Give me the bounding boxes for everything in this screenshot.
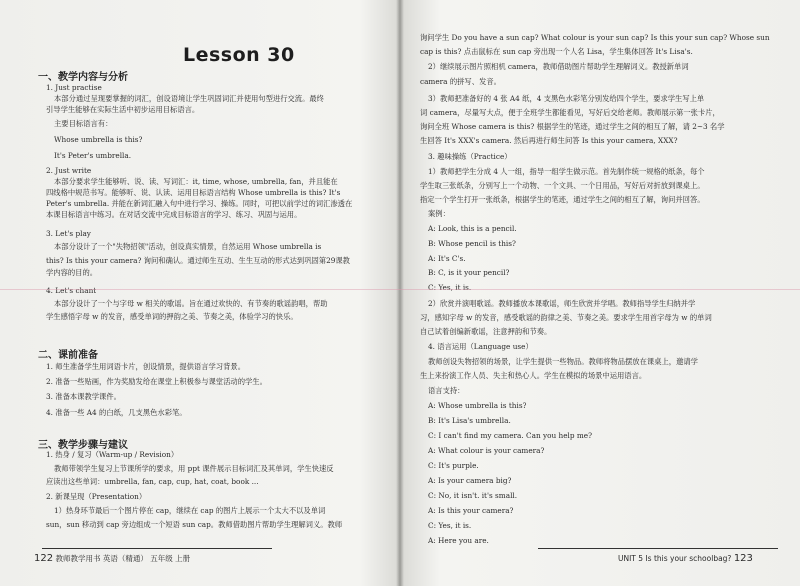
text-line: B: It's Lisa's umbrella. <box>428 416 511 425</box>
text-line: 3. 准备本课教学课件。 <box>46 392 121 401</box>
text-line: 询问学生 Do you have a sun cap? What colour is your sun cap? Is this your sun cap? Whose sun <box>420 33 770 42</box>
text-line: 1）热身环节最后一个图片停在 cap，继续在 cap 的图片上展示一个太大不以及单词 <box>54 506 326 515</box>
lesson-title: Lesson 30 <box>183 44 295 66</box>
text-line: 自己试着创编新歌谣，注意押韵和节奏。 <box>420 327 552 336</box>
footer-book-title: 教师教学用书 英语（精通） 五年级 上册 <box>55 554 191 563</box>
text-line: 语言支持： <box>428 386 465 395</box>
text-line: C: I can't find my camera. Can you help me? <box>428 431 593 440</box>
text-line: 1. 热身 / 复习（Warm-up / Revision） <box>46 450 179 459</box>
left-page <box>20 0 382 586</box>
text-line: 本课目标语言中练习。在对话交流中完成目标语言的学习、练习、巩固与运用。 <box>46 210 302 219</box>
text-line: 生上来扮演工作人员、失主和热心人。学生在模拟的场景中运用语言。 <box>420 371 647 380</box>
text-line: C: No, it isn't. it's small. <box>428 491 518 500</box>
text-line: 1）教师把学生分成 4 人一组，指导一组学生做示范。首先制作统一规格的纸条，每个 <box>428 167 705 176</box>
text-line: B: C, is it your pencil? <box>428 268 510 277</box>
text-line: 本部分通过呈现要掌握的词汇，创设语境让学生巩固词汇并使用句型进行交流。最终 <box>54 94 324 103</box>
scan-artifact-line <box>0 289 800 290</box>
text-line: B: Whose pencil is this? <box>428 239 516 248</box>
text-line: 本部分设计了一个"失物招领"活动，创设真实情景，自然运用 Whose umbrella is <box>54 242 322 251</box>
text-line: camera 的拼写、发音。 <box>420 77 501 86</box>
text-line: A: What colour is your camera? <box>428 446 545 455</box>
text-line: 学生感悟字母 w 的发音，感受单词的押韵之美、节奏之美，体验学习的快乐。 <box>46 312 298 321</box>
footer-unit: UNIT 5 <box>618 554 644 563</box>
text-line: 1. 师生准备学生用词语卡片，创设情景，提供语言学习背景。 <box>46 362 245 371</box>
text-line: 引导学生能够在实际生活中初步运用目标语言。 <box>46 105 200 114</box>
left-footer <box>34 553 190 564</box>
section-heading-teaching-steps: 三、教学步骤与建议 <box>38 440 128 451</box>
text-line: 教师带领学生复习上节课所学的要求，用 ppt 课件展示目标词汇及其单词，学生快速反 <box>54 464 334 473</box>
text-line: 2. 准备一些贴画，作为奖励发给在课堂上积极参与课堂活动的学生。 <box>46 377 267 386</box>
right-footer <box>618 553 753 564</box>
text-line: 2）继续展示图片照相机 camera，教师借助图片帮助学生理解词义。教授新单词 <box>428 62 689 71</box>
text-line: 2. Just write <box>46 166 92 175</box>
text-line: 生回答 It's XXX's camera. 然后再进行师生问答 Is this your camera, XXX? <box>420 136 678 145</box>
text-line: Whose umbrella is this? <box>54 135 143 144</box>
text-line: A: Here you are. <box>428 536 489 545</box>
section-heading-content-analysis: 一、教学内容与分析 <box>38 72 128 83</box>
text-line: 3. Let's play <box>46 229 91 238</box>
text-line: 教师创设失物招领的场景，让学生提供一些物品。教师将物品摆放在课桌上，邀请学 <box>428 357 698 366</box>
text-line: 3. 趣味操练（Practice） <box>428 152 512 161</box>
text-line: 应读出这些单词：umbrella, fan, cap, cup, hat, coat, book ... <box>46 477 259 486</box>
text-line: C: Yes, it is. <box>428 521 472 530</box>
text-line: 4. Let's chant <box>46 286 97 295</box>
text-line: 4. 语言运用（Language use） <box>428 342 533 351</box>
text-line: 案例： <box>428 209 450 218</box>
text-line: 主要目标语言有： <box>54 119 113 128</box>
footer-rule <box>538 548 778 549</box>
text-line: 本部分设计了一个与字母 w 相关的歌谣。旨在通过欢快的、有节奏的歌谣韵唱，帮助 <box>54 299 328 308</box>
right-page <box>418 0 782 586</box>
text-line: 4. 准备一些 A4 的白纸，几支黑色水彩笔。 <box>46 408 187 417</box>
page-number: 122 <box>34 553 54 564</box>
text-line: 指定一个学生打开一张纸条，根据学生的笔迹，通过学生之间的相互了解，询问并回答。 <box>420 195 705 204</box>
text-line: 2）欣赏并演唱歌谣。教师播放本课歌谣，师生欣赏并学唱。教师指导学生归纳并学 <box>428 299 696 308</box>
page-number: 123 <box>733 553 753 564</box>
text-line: 词 camera，尽量写大点，便于全班学生都能看见，写好后交给老师。教师展示第一张卡片， <box>420 108 720 117</box>
text-line: A: It's C's. <box>428 254 466 263</box>
text-line: A: Look, this is a pencil. <box>428 224 517 233</box>
section-heading-preparation: 二、课前准备 <box>38 350 98 361</box>
text-line: A: Is your camera big? <box>428 476 512 485</box>
text-line: C: It's purple. <box>428 461 479 470</box>
text-line: 3）教师把准备好的 4 张 A4 纸，4 支黑色水彩笔分别发给四个学生，要求学生写上单 <box>428 94 705 103</box>
footer-unit-title: Is this your schoolbag? <box>645 554 732 563</box>
text-line: 学生取三张纸条，分别写上一个动物、一个文具、一个日用品，写好后对折放到课桌上。 <box>420 181 705 190</box>
text-line: C: Yes, it is. <box>428 283 472 292</box>
text-line: 询问全班 Whose camera is this? 根据学生的笔迹，通过学生之间的相互了解，请 2~3 名学 <box>420 122 725 131</box>
text-line: 四线格中规范书写。能够听、说、认读、运用目标语言结构 Whose umbrella is this? It's <box>46 188 341 197</box>
text-line: this? Is this your camera? 询问和确认。通过师生互动、生生互动的形式达到巩固第29课教 <box>46 256 350 265</box>
text-line: 2. 新课呈现（Presentation） <box>46 492 147 501</box>
text-line: Peter's umbrella. 并能在新词汇融入句中进行学习、操练。同时，可把以前学过的词汇渗透在 <box>46 199 353 208</box>
footer-rule <box>42 548 272 549</box>
text-line: cap is this? 点击鼠标在 sun cap 旁出现一个人名 Lisa，学生集体回答 It's Lisa's. <box>420 47 693 56</box>
text-line: 1. Just practise <box>46 83 102 92</box>
text-line: 习，感知字母 w 的发音，感受歌谣的韵律之美、节奏之美。要求学生用首字母为 w 的单词 <box>420 313 712 322</box>
text-line: A: Is this your camera? <box>428 506 514 515</box>
text-line: 本部分要求学生能够听、说、读、写词汇：it, time, whose, umbrella, fan，并且能在 <box>54 177 338 186</box>
text-line: sun，sun 移动到 cap 旁边组成一个短语 sun cap。教师借助图片帮助学生理解词义。教师 <box>46 520 343 529</box>
text-line: It's Peter's umbrella. <box>54 151 132 160</box>
text-line: 学内容的目的。 <box>46 268 98 277</box>
text-line: A: Whose umbrella is this? <box>428 401 527 410</box>
